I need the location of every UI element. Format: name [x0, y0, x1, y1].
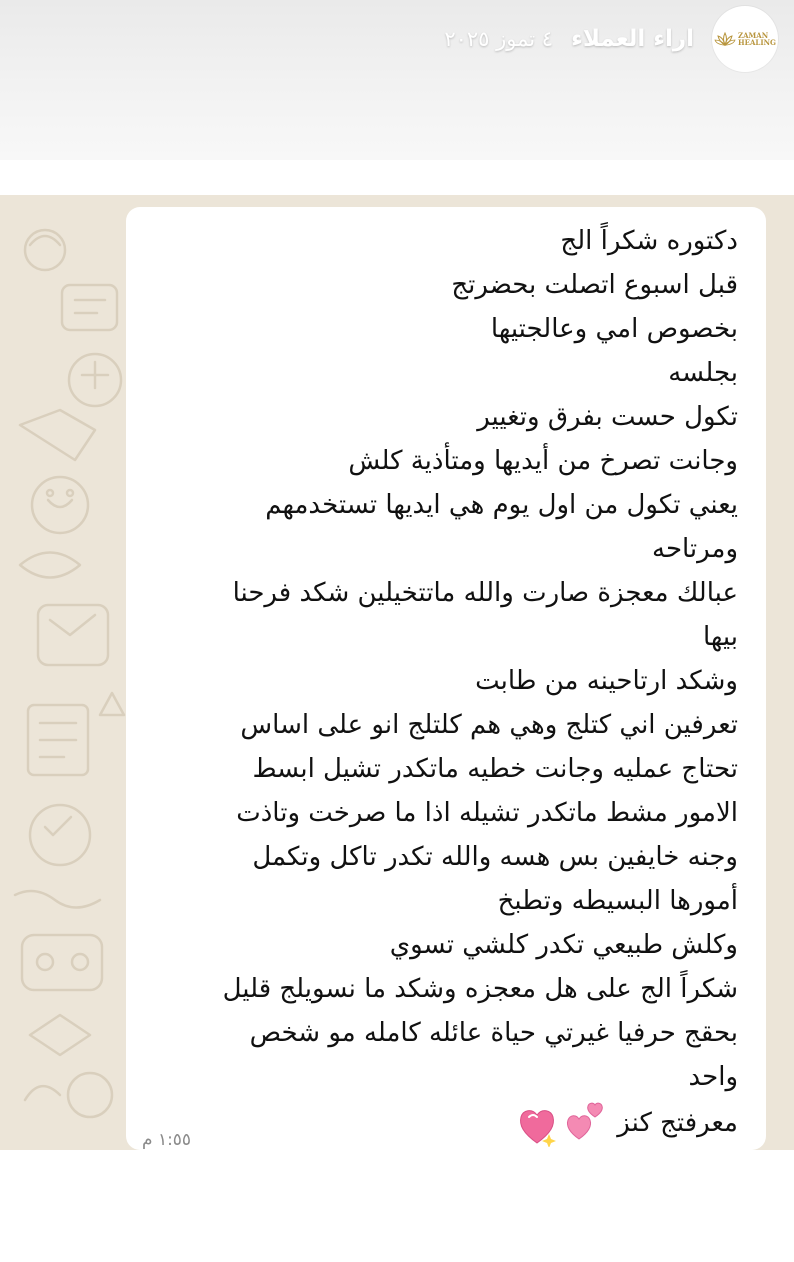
message-line: تعرفين اني كتلج وهي هم كلتلج انو على اساس	[240, 710, 738, 740]
account-name[interactable]: اراء العملاء	[571, 26, 694, 52]
message-line: وجنه خايفين بس هسه والله تكدر تاكل وتكمل	[252, 842, 738, 872]
message-bubble[interactable]	[126, 207, 766, 1150]
message-line: بجلسه	[668, 358, 738, 388]
story-header-row	[444, 6, 778, 72]
story-footer	[0, 1150, 794, 1262]
message-line: بحقج حرفيا غيرتي حياة عائله كامله مو شخص	[249, 1018, 738, 1048]
message-line: الامور مشط ماتكدر تشيله اذا ما صرخت وتاذت	[236, 798, 738, 828]
message-last-line	[138, 1099, 738, 1147]
logo-word-zaman: ZAMAN	[738, 31, 769, 40]
message-line: وجانت تصرخ من أيديها ومتأذية كلش	[348, 446, 738, 476]
message-line: بخصوص امي وعالجتيها	[490, 314, 738, 344]
chat-screenshot	[0, 195, 794, 1150]
message-line: وشكد ارتاحينه من طابت	[475, 666, 738, 696]
message-text	[138, 219, 738, 1147]
message-line: ومرتاحه	[652, 534, 738, 564]
message-line: شكراً الج على هل معجزه وشكد ما نسويلج قليل	[222, 974, 738, 1004]
story-header	[0, 0, 794, 160]
post-date: ٤ تموز ٢٠٢٥	[444, 27, 554, 51]
message-line: وكلش طبيعي تكدر كلشي تسوي	[389, 930, 738, 960]
lotus-icon	[714, 32, 736, 46]
message-timestamp: ١:٥٥ م	[142, 1130, 192, 1150]
message-line: بيها	[703, 622, 738, 652]
message-line: قبل اسبوع اتصلت بحضرتج	[451, 270, 738, 300]
message-line: معرفتج كنز	[617, 1108, 738, 1138]
message-line: واحد	[688, 1062, 738, 1092]
message-line: دكتوره شكراً الج	[560, 226, 738, 256]
message-line: تحتاج عمليه وجانت خطيه ماتكدر تشيل ابسط	[252, 754, 738, 784]
message-line: أمورها البسيطه وتطبخ	[497, 886, 738, 916]
message-line: عبالك معجزة صارت والله ماتتخيلين شكد فرحنا	[232, 578, 738, 608]
message-line: يعني تكول من اول يوم هي ايديها تستخدمهم	[265, 490, 738, 520]
logo-word-healing: HEALING	[738, 38, 776, 47]
message-line: تكول حست بفرق وتغيير	[477, 402, 738, 432]
two-pink-hearts-icon	[517, 1099, 607, 1147]
account-avatar[interactable]	[712, 6, 778, 72]
avatar-logo-text	[738, 32, 776, 46]
